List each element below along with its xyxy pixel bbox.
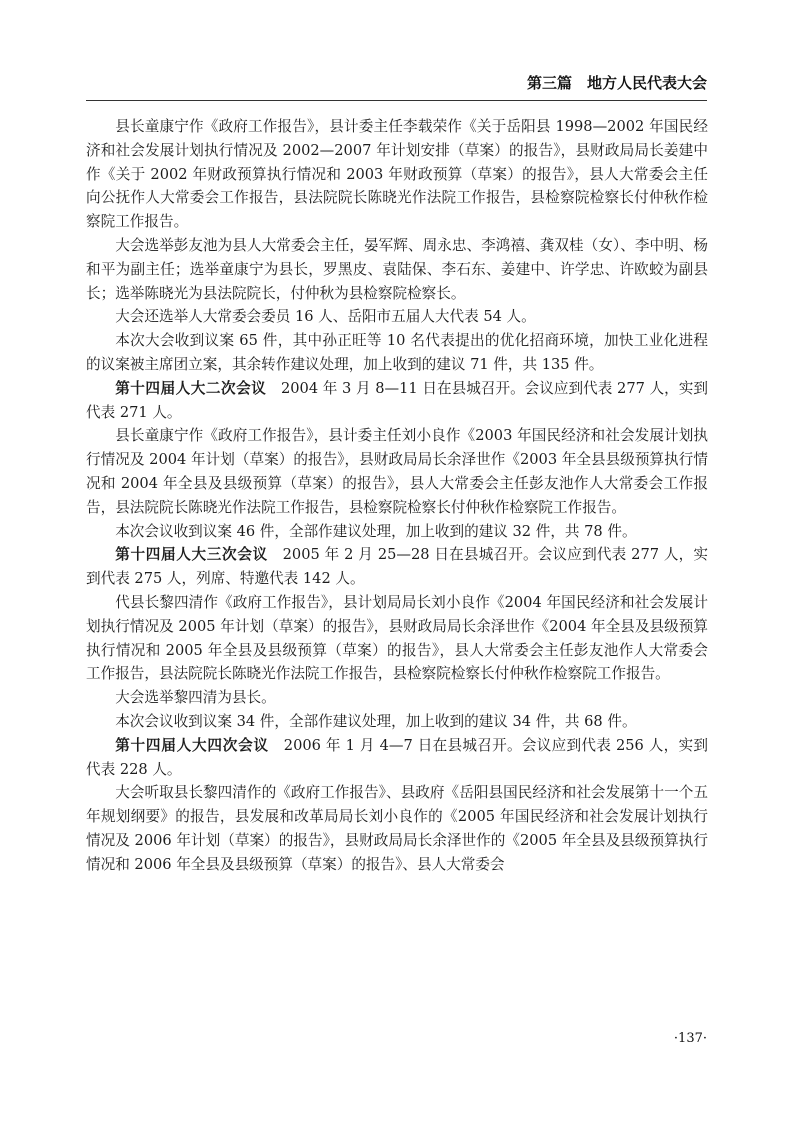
paragraph-13	[86, 781, 708, 876]
paragraph-1	[86, 115, 708, 234]
paragraph-text: 大会选举彭友池为县人大常委会主任，晏军辉、周永忠、李鸿禧、龚双桂（女）、李中明、杨和平为副主任；选举童康宁为县长，罗黑皮、袁陆保、李石东、姜建中、许学忠、许欧蛟为副县长；选举陈晓光为县法院院长，付仲秋为县检察院检察长。	[86, 236, 708, 302]
paragraph-text: 2005 年 2 月 25—28 日在县城召开。会议应到代表 277 人，实到代表 275 人，列席、特邀代表 142 人。	[86, 546, 708, 588]
paragraph-text: 大会选举黎四清为县长。	[115, 689, 276, 707]
paragraph-text: 县长童康宁作《政府工作报告》，县计委主任刘小良作《2003 年国民经济和社会发展计划执行情况及 2004 年计划（草案）的报告》，县财政局局长余泽世作《2003 年全县县级预算执行情况和 2004 年全县及县级预算（草案）的报告》，县人大常委会主任彭友池作人大常委会工作报告，县法院院长陈晓光作法院工作报告，县检察院检察长付仲秋作检察院工作报告。	[86, 427, 708, 516]
paragraph-text: 县长童康宁作《政府工作报告》，县计委主任李载荣作《关于岳阳县 1998—2002 年国民经济和社会发展计划执行情况及 2002—2007 年计划安排（草案）的报告》，县财政局局长姜建中作《关于 2002 年财政预算执行情况和 2003 年财政预算（草案）的报告》，县人大常委会主任向公抚作人大常委会工作报告，县法院院长陈晓光作法院工作报告，县检察院检察长付仲秋作检察院工作报告。	[86, 118, 708, 231]
chapter-title: 第三篇 地方人民代表大会	[526, 74, 707, 92]
session-title: 第十四届人大三次会议	[115, 546, 268, 564]
paragraph-4	[86, 329, 708, 377]
paragraph-2	[86, 234, 708, 305]
paragraph-7	[86, 520, 708, 544]
paragraph-text: 2004 年 3 月 8—11 日在县城召开。会议应到代表 277 人，实到代表 271 人。	[86, 379, 708, 421]
paragraph-text: 本次会议收到议案 34 件，全部作建议处理，加上收到的建议 34 件，共 68 件。	[115, 712, 637, 730]
paragraph-3	[86, 305, 708, 329]
session-paragraph-2nd	[86, 377, 708, 425]
paragraph-text: 大会还选举人大常委会委员 16 人、岳阳市五届人大代表 54 人。	[115, 308, 536, 326]
paragraph-text: 代县长黎四清作《政府工作报告》，县计划局局长刘小良作《2004 年国民经济和社会发展计划执行情况及 2005 年计划（草案）的报告》，县财政局局长余泽世作《2004 年全县及县级预算执行情况和 2005 年全县及县级预算（草案）的报告》，县人大常委会主任彭友池作人大常委会工作报告，县法院院长陈晓光作法院工作报告，县检察院检察长付仲秋作检察院工作报告。	[86, 593, 708, 683]
page-number: ·137·	[673, 1031, 707, 1046]
paragraph-11	[86, 710, 708, 734]
paragraph-text: 本次大会收到议案 65 件，其中孙正旺等 10 名代表提出的优化招商环境，加快工业化进程的议案被主席团立案，其余转作建议处理，加上收到的建议 71 件，共 135 件。	[86, 332, 708, 373]
paragraph-6	[86, 424, 708, 519]
paragraph-text: 本次会议收到议案 46 件，全部作建议处理，加上收到的建议 32 件，共 78 件。	[115, 522, 637, 540]
paragraph-10	[86, 686, 708, 710]
body-text	[86, 115, 708, 877]
session-title: 第十四届人大四次会议	[115, 736, 269, 754]
paragraph-text: 大会听取县长黎四清作的《政府工作报告》、县政府《岳阳县国民经济和社会发展第十一个五年规划纲要》的报告，县发展和改革局局长刘小良作的《2005 年国民经济和社会发展计划执行情况及 2006 年计划（草案）的报告》，县财政局局长余泽世作的《2005 年全县及县级预算执行情况和 2006 年全县及县级预算（草案）的报告》、县人大常委会	[86, 784, 708, 873]
session-paragraph-3rd	[86, 543, 708, 591]
paragraph-text: 2006 年 1 月 4—7 日在县城召开。会议应到代表 256 人，实到代表 228 人。	[86, 736, 708, 778]
session-paragraph-4th	[86, 734, 708, 782]
session-title: 第十四届人大二次会议	[115, 379, 267, 397]
paragraph-9	[86, 591, 708, 686]
running-header	[86, 70, 707, 101]
